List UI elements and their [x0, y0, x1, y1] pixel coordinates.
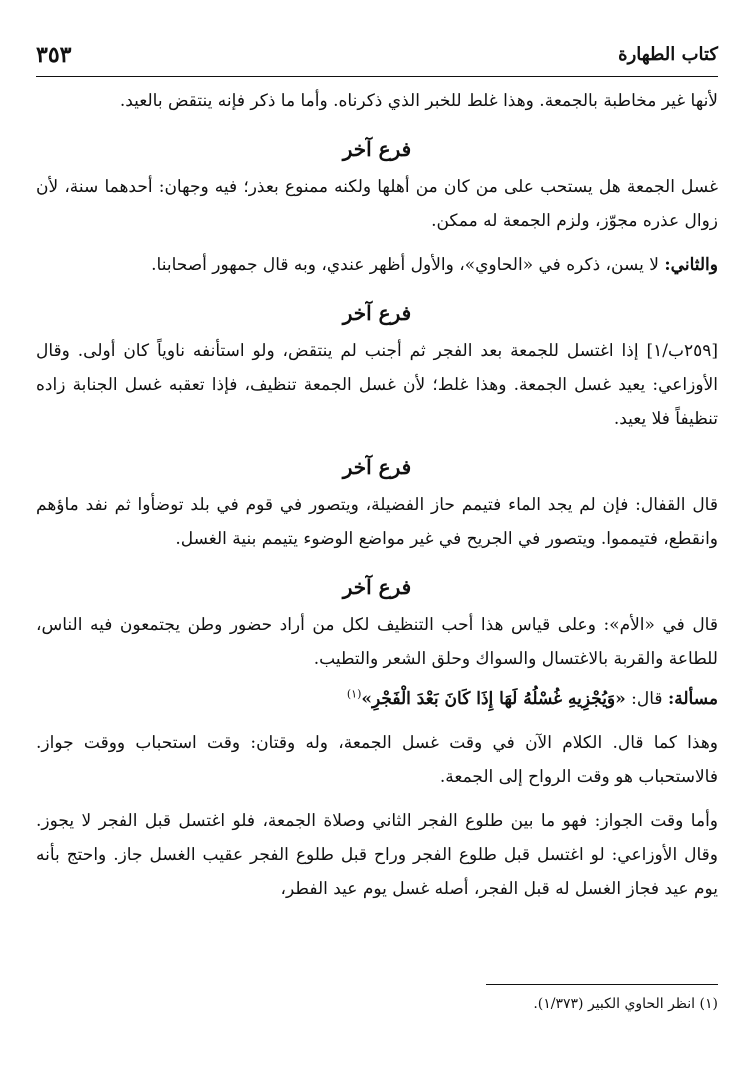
intro-paragraph: لأنها غير مخاطبة بالجمعة. وهذا غلط للخبر الذي ذكرناه. وأما ما ذكر فإنه ينتقض بالعيد.	[119, 91, 718, 111]
paragraph: قال القفال: فإن لم يجد الماء فتيمم حاز الفضيلة، ويتصور في قوم في بلد توضأوا ثم نفد ماؤهم وانقطع، فتيمموا. ويتصور في الجريح في غير مواضع الوضوء يتيمم بنية الغسل.	[36, 495, 718, 549]
section-heading: فرع آخر	[342, 301, 412, 325]
page-body	[36, 84, 718, 906]
hadith-quote: «وَيُجْزِيهِ غُسْلُهُ لَهَا إِذَا كَانَ بَعْدَ الْفَجْرِ»	[361, 689, 626, 709]
paragraph: وهذا كما قال. الكلام الآن في وقت غسل الجمعة، وله وقتان: وقت استحباب ووقت جواز. فالاستحباب هو وقت الرواح إلى الجمعة.	[36, 733, 718, 787]
footnote-divider	[486, 984, 718, 985]
paragraph: قال في «الأم»: وعلى قياس هذا أحب التنظيف لكل من أراد حضور وطن يجتمعون فيه الناس، للطاعة والقربة بالاغتسال والسواك وحلق الشعر والتطيب.	[36, 615, 718, 669]
book-title: كتاب الطهارة	[618, 44, 718, 65]
paragraph: وأما وقت الجواز: فهو ما بين طلوع الفجر الثاني وصلاة الجمعة، فلو اغتسل قبل الفجر لا يجوز. وقال الأوزاعي: لو اغتسل قبل طلوع الفجر وراح قبل طلوع الفجر عقيب الغسل جاز. واحتج بأنه يوم عيد فجاز الغسل له قبل الفجر، أصله غسل يوم عيد الفطر،	[36, 811, 718, 899]
page-header	[36, 40, 718, 77]
paragraph-lead: والثاني:	[664, 255, 718, 275]
masala-text: قال:	[625, 689, 668, 709]
paragraph: غسل الجمعة هل يستحب على من كان من أهلها ولكنه ممنوع بعذر؛ فيه وجهان: أحدهما سنة، لأن زوال عذره مجوّز، ولزم الجمعة له ممكن.	[36, 177, 718, 231]
section-heading: فرع آخر	[342, 575, 412, 599]
section-heading: فرع آخر	[342, 137, 412, 161]
section-heading: فرع آخر	[342, 455, 412, 479]
masala-paragraph	[36, 682, 718, 716]
page-number: ٣٥٣	[36, 42, 72, 68]
paragraph: [٢٥٩ب/١] إذا اغتسل للجمعة بعد الفجر ثم أجنب لم ينتقض، ولو استأنفه ناوياً كان أولى. وقال الأوزاعي: يعيد غسل الجمعة. وهذا غلط؛ لأن غسل الجمعة تنظيف، فإذا تعقبه غسل الجنابة زاده تنظيفاً فلا يعيد.	[36, 341, 719, 429]
paragraph-text: لا يسن، ذكره في «الحاوي»، والأول أظهر عندي، وبه قال جمهور أصحابنا.	[151, 255, 665, 275]
footnote: (١) انظر الحاوي الكبير (١/٣٧٣).	[533, 996, 718, 1012]
masala-lead: مسألة:	[667, 689, 718, 709]
paragraph	[36, 248, 718, 282]
footnote-ref[interactable]: (١)	[346, 687, 362, 701]
